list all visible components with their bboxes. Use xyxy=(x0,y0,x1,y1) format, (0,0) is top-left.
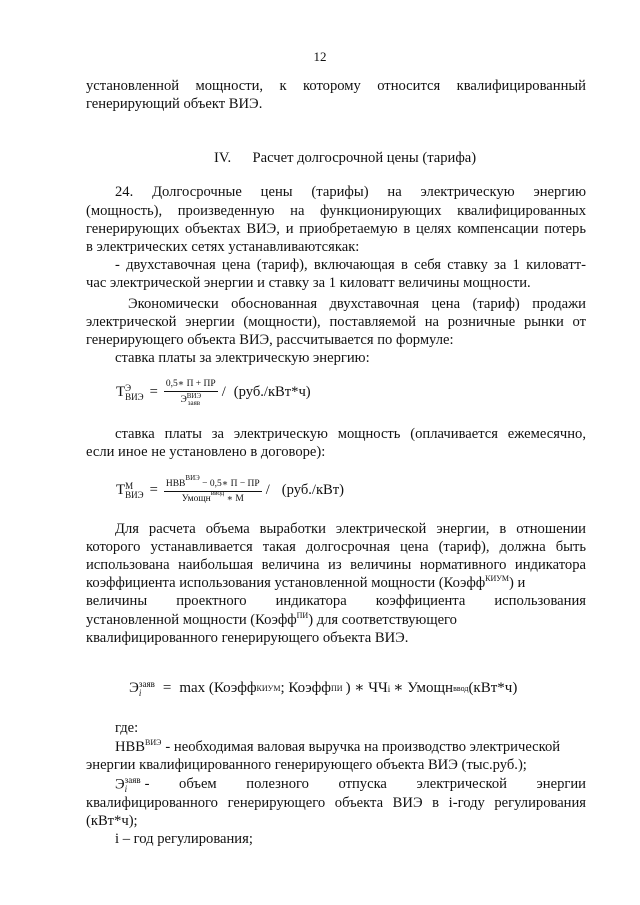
formula-power-rate: Т М ВИЭ = $\frac{НВВ^{ВИЭ} - 0,5∗ П - ПР}{Умощн^{ввод} ∗ М}$ / (руб./кВт) xyxy=(116,473,345,504)
p24-line-2: (мощность), произведенную на функционирующих квалифицированных xyxy=(86,203,586,219)
def-e-line-1: Э заяв i - объем полезного отпуска электрической энергии xyxy=(115,775,586,794)
volume-line-1: Для расчета объема выработки электрической энергии, в отношении xyxy=(115,521,586,537)
def-e-line-2: квалифицированного генерирующего объекта ВИЭ в i-году регулирования xyxy=(86,795,586,811)
volume-line-3: использована наибольшая величина из величины нормативного индикатора xyxy=(86,557,586,573)
where-label: где: xyxy=(115,720,139,736)
power-rate-line-2: если иное не установлено в договоре): xyxy=(86,444,326,460)
def-i-line: i – год регулирования; xyxy=(115,831,253,847)
power-rate-fraction: $\frac{НВВ^{ВИЭ} - 0,5∗ П - ПР}{Умощн^{ввод} ∗ М}$ xyxy=(165,473,260,504)
def-nvv-line-1: $НВВ^{ВИЭ}$ - необходимая валовая выручка на производство электрической xyxy=(115,738,561,755)
formula-volume: Э заяв i = max (Коэфф КИУМ ; Коэфф ПИ ) ∗ ЧЧ i ∗ Умощн ввод (кВт*ч) xyxy=(129,679,518,698)
p24-line-4: в электрических сетях устанавливаютсякак: xyxy=(86,239,360,255)
section-numeral: IV. xyxy=(214,150,232,166)
intro-line-1: установленной мощности, к которому относится квалифицированный xyxy=(86,78,586,94)
volume-line-6: установленной мощности (Коэфф$^{ПИ}$) для соответствующего xyxy=(86,611,457,628)
intro-line-2: генерирующий объект ВИЭ. xyxy=(86,96,263,112)
bullet-line-1: - двухставочная цена (тариф), включающая в себя ставку за 1 киловатт- xyxy=(115,257,586,273)
econ-line-2: электрической энергии (мощности), поставляемой на розничные рынки от xyxy=(86,314,586,330)
volume-line-2: которого устанавливается такая долгосрочная цена (тариф), должна быть xyxy=(86,539,586,555)
power-rate-line-1: ставка платы за электрическую мощность (оплачивается ежемесячно, xyxy=(115,426,586,442)
volume-line-5: величины проектного индикатора коэффициента использования xyxy=(86,593,586,609)
p24-line-3: генерирующих объектах ВИЭ, и приобретаемую в целях компенсации потерь xyxy=(86,221,586,237)
p24-line-1: 24. Долгосрочные цены (тарифы) на электрическую энергию xyxy=(115,184,586,200)
def-e-line-3: (кВт*ч); xyxy=(86,813,138,829)
bullet-line-2: час электрической энергии и ставку за 1 киловатт величины мощности. xyxy=(86,275,531,291)
energy-rate-label: ставка платы за электрическую энергию: xyxy=(115,350,370,366)
formula-energy-rate: Т Э ВИЭ = 0,5∗ П + ПР Э ВИЭ заяв / (руб./кВт*ч) xyxy=(116,379,311,407)
econ-line-1: Экономически обоснованная двухставочная цена (тариф) продажи xyxy=(128,296,586,312)
page-number: 12 xyxy=(313,49,327,64)
section-title: Расчет долгосрочной цены (тарифа) xyxy=(252,150,477,166)
volume-line-7: квалифицированного генерирующего объекта ВИЭ. xyxy=(86,630,409,646)
volume-line-4: коэффициента использования установленной мощности (Коэфф$^{КИУМ}$) и xyxy=(86,574,526,591)
energy-rate-fraction: 0,5∗ П + ПР Э ВИЭ заяв xyxy=(165,379,216,407)
econ-line-3: генерирующего объекта ВИЭ, рассчитывается по формуле: xyxy=(86,332,454,348)
section-heading xyxy=(214,150,476,168)
def-nvv-line-2: энергии квалифицированного генерирующего объекта ВИЭ (тыс.руб.); xyxy=(86,757,527,773)
